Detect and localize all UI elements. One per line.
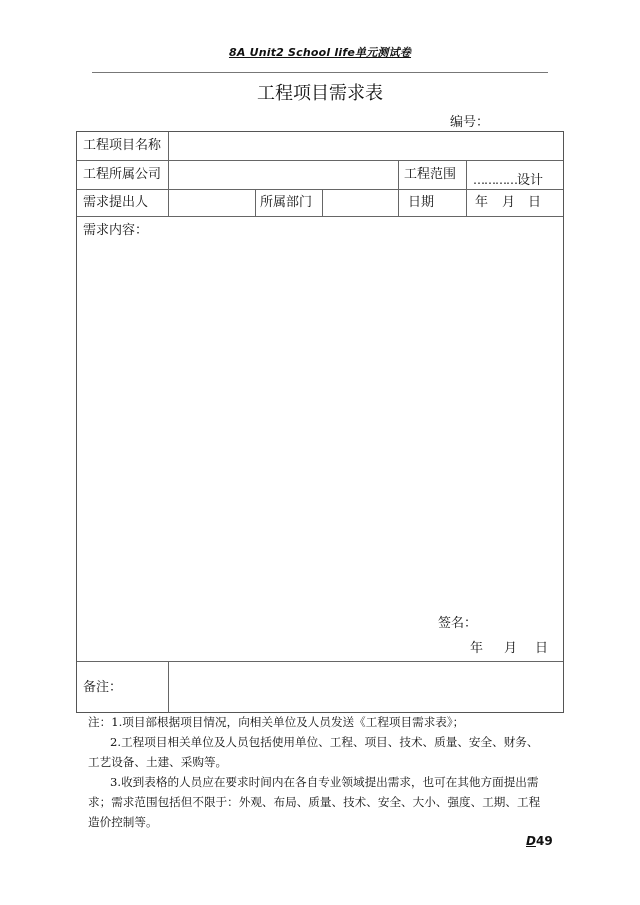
column-divider <box>168 661 169 713</box>
sign-day: 日 <box>535 641 549 656</box>
sign-year: 年 <box>470 641 484 656</box>
scope-blank: ………… <box>473 173 517 187</box>
column-divider <box>168 132 169 216</box>
sign-month: 月 <box>504 641 518 656</box>
company-label: 工程所属公司 <box>83 167 162 182</box>
requester-label: 需求提出人 <box>83 195 149 210</box>
requester-field[interactable] <box>170 191 253 214</box>
column-divider <box>255 189 256 216</box>
row-divider <box>77 160 563 161</box>
content-field[interactable] <box>83 242 557 612</box>
header-rule <box>92 72 548 73</box>
serial-number-label: 编号： <box>450 115 490 130</box>
date-year: 年 <box>475 195 489 210</box>
scope-label: 工程范围 <box>404 167 457 182</box>
signature-label: 签名： <box>438 616 478 631</box>
page-mark-icon: D <box>526 834 536 848</box>
page-number-value: 49 <box>535 834 553 848</box>
page-header: 8A Unit2 School life单元测试卷 <box>228 46 412 59</box>
scope-suffix: 设计 <box>517 173 544 188</box>
note-1: 注：1.项目部根据项目情况，向相关单位及人员发送《工程项目需求表》； <box>88 715 465 729</box>
form-title: 工程项目需求表 <box>257 83 383 104</box>
date-month: 月 <box>502 195 516 210</box>
company-field[interactable] <box>170 162 396 186</box>
date-label: 日期 <box>408 195 435 210</box>
row-divider <box>77 216 563 217</box>
content-label: 需求内容： <box>83 223 149 238</box>
remarks-label: 备注： <box>83 680 123 695</box>
column-divider <box>322 189 323 216</box>
note-2: 2.工程项目相关单位及人员包括使用单位、工程、项目、技术、质量、安全、财务、工艺设备、土建、采购等。 <box>88 735 539 769</box>
scope-field[interactable] <box>473 172 543 189</box>
row-divider <box>77 189 563 190</box>
page-number <box>526 834 553 848</box>
remarks-field[interactable] <box>170 663 562 711</box>
department-label: 所属部门 <box>260 195 313 210</box>
requirement-form-table <box>76 131 564 713</box>
department-field[interactable] <box>324 191 396 214</box>
note-3: 3.收到表格的人员应在要求时间内在各自专业领域提出需求，也可在其他方面提出需求；需求范围包括但不限于：外观、布局、质量、技术、安全、大小、强度、工期、工程造价控制等。 <box>88 775 541 829</box>
project-name-label: 工程项目名称 <box>83 138 162 153</box>
date-day: 日 <box>528 195 542 210</box>
form-notes <box>88 712 550 832</box>
project-name-field[interactable] <box>170 134 562 158</box>
column-divider <box>398 160 399 216</box>
column-divider <box>466 160 467 216</box>
row-divider <box>77 661 563 662</box>
